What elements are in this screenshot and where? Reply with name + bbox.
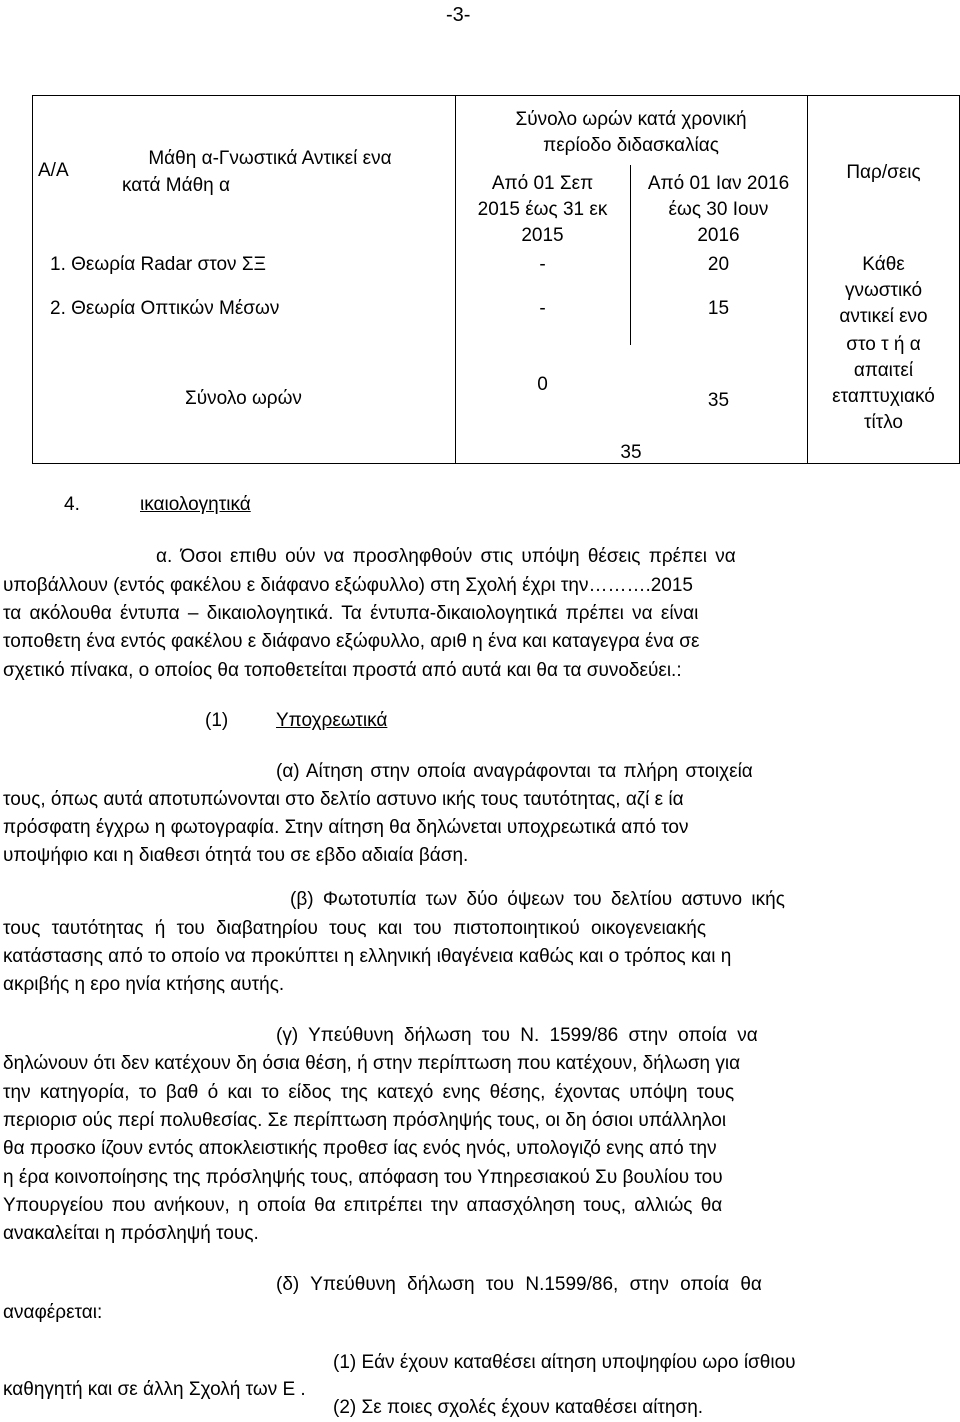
item-b-line: ακριβής η ερο ηνία κτήσης αυτής.: [3, 974, 285, 995]
item-c-line: η έρα κοινοποίησης της πρόσληψής τους, απόφαση του Υπηρεσιακού Συ βουλίου του: [3, 1167, 723, 1188]
subsection-number: (1): [205, 710, 229, 731]
sub-item-2-line: (2) Σε ποιες σχολές έχουν καταθέσει αίτηση.: [333, 1397, 704, 1418]
item-c-line: ανακαλείται η πρόσληψή τους.: [3, 1223, 259, 1244]
paragraph-a-line: σχετικό πίνακα, ο οποίος θα τοποθετείται προστά από αυτά και θα τα συνοδεύει.:: [3, 660, 682, 681]
row1-subject: 1. Θεωρία Radar στον ΣΞ: [50, 254, 266, 275]
item-d-line: αναφέρεται:: [3, 1302, 103, 1323]
total-period2: 35: [707, 390, 730, 411]
section-number: 4.: [64, 494, 80, 515]
item-a-line: πρόσφατη έγχρω η φωτογραφία. Στην αίτηση θα δηλώνεται υποχρεωτικά από τον: [3, 817, 689, 838]
header-hours-1: Σύνολο ωρών κατά χρονική: [515, 109, 747, 130]
table-border-top: [32, 95, 960, 96]
paragraph-a-line: τα ακόλουθα έντυπα – δικαιολογητικά. Τα έντυπα-δικαιολογητικά πρέπει να είναι: [3, 603, 699, 624]
header-period1-3: 2015: [521, 225, 564, 246]
item-c-line: περιορισ ούς περί πολυθεσίας. Σε περίπτωση πρόσληψής τους, οι δη όσιοι υπάλληλοι: [3, 1110, 727, 1131]
item-a-line: τους, όπως αυτά αποτυπώνονται στο δελτίο αστυνο ικής τους ταυτότητας, αζί ε ία: [3, 789, 684, 810]
paragraph-a-line: υποβάλλουν (εντός φακέλου ε διάφανο εξώφυλλο) στη Σχολή έχρι την……….2015: [3, 575, 693, 596]
header-subject-1: Μάθη α-Γνωστικά Αντικεί ενα: [148, 148, 392, 169]
row2-subject: 2. Θεωρία Οπτικών Μέσων: [50, 298, 280, 319]
header-period2-3: 2016: [697, 225, 740, 246]
header-subject-2: κατά Μάθη α: [122, 175, 230, 196]
remarks-line: εταπτυχιακό: [832, 386, 935, 407]
paragraph-a-line: τοποθετη ένα εντός φακέλου ε διάφανο εξώφυλλο, αριθ η ένα και καταγεγρα ένα σε: [3, 631, 700, 652]
remarks-line: τίτλο: [863, 412, 903, 433]
item-b-line: (β) Φωτοτυπία των δύο όψεων του δελτίου αστυνο ικής: [290, 889, 785, 910]
header-period1-1: Από 01 Σεπ: [491, 173, 594, 194]
sub-item-1-line: καθηγητή και σε άλλη Σχολή των Ε .: [3, 1379, 306, 1400]
remarks-line: Κάθε: [862, 254, 905, 275]
header-aa: Α/Α: [38, 160, 69, 181]
item-b-line: κατάστασης από το οποίο να προκύπτει η ελληνική ιθαγένεια καθώς και ο τρόπος και η: [3, 946, 732, 967]
paragraph-a-line: α. Όσοι επιθυ ούν να προσληφθούν στις υπόψη θέσεις πρέπει να: [156, 546, 736, 567]
page-number: -3-: [446, 4, 471, 26]
item-b-line: τους ταυτότητας ή του διαβατηρίου τους και του πιστοποιητικού οικογενειακής: [3, 918, 706, 939]
total-period1: 0: [537, 374, 548, 395]
row1-period2: 20: [707, 254, 730, 275]
item-c-line: θα προσκο ίζουν εντός αποκλειστικής προθεσ ίας ενός ηνός, υπολογιζό ενης από την: [3, 1138, 717, 1159]
remarks-line: στο τ ή α: [846, 334, 921, 355]
item-c-line: δηλώνουν ότι δεν κατέχουν δη όσια θέση, ή στην περίπτωση που κατέχουν, δήλωση για: [3, 1053, 741, 1074]
header-period1-2: 2015 έως 31 εκ: [477, 199, 608, 220]
total-label: Σύνολο ωρών: [185, 388, 302, 409]
item-c-line: (γ) Υπεύθυνη δήλωση του Ν. 1599/86 στην οποία να: [276, 1025, 758, 1046]
row2-period2: 15: [707, 298, 730, 319]
sub-item-1-line: (1) Εάν έχουν καταθέσει αίτηση υποψηφίου ωρο ίσθιου: [333, 1352, 796, 1373]
grand-total: 35: [620, 442, 642, 463]
item-a-line: (α) Αίτηση στην οποία αναγράφονται τα πλήρη στοιχεία: [276, 761, 753, 782]
row2-period1: -: [539, 298, 546, 319]
remarks-line: απαιτεί: [853, 360, 914, 381]
item-c-line: Υπουργείου που ανήκουν, η οποία θα επιτρέπει την απασχόληση τους, αλλιώς θα: [3, 1195, 723, 1216]
subsection-title: Υποχρεωτικά: [276, 710, 388, 731]
item-d-line: (δ) Υπεύθυνη δήλωση του Ν.1599/86, στην οποία θα: [276, 1274, 762, 1295]
header-period2-1: Από 01 Ιαν 2016: [647, 173, 790, 194]
section-title: ικαιολογητικά: [140, 494, 251, 515]
remarks-line: αντικεί ενο: [839, 306, 928, 327]
header-hours-2: περίοδο διδασκαλίας: [543, 135, 719, 156]
remarks-line: γνωστικό: [844, 280, 923, 301]
item-a-line: υποψήφιο και η διαθεσι ότητά του σε εβδο αδιαία βάση.: [3, 845, 469, 866]
item-c-line: την κατηγορία, το βαθ ό και το είδος της κατεχό ενης θέσης, έχοντας υπόψη τους: [3, 1082, 735, 1103]
header-remarks: Παρ/σεις: [846, 162, 921, 183]
header-period2-2: έως 30 Ιουν: [668, 199, 769, 220]
row1-period1: -: [539, 254, 546, 275]
